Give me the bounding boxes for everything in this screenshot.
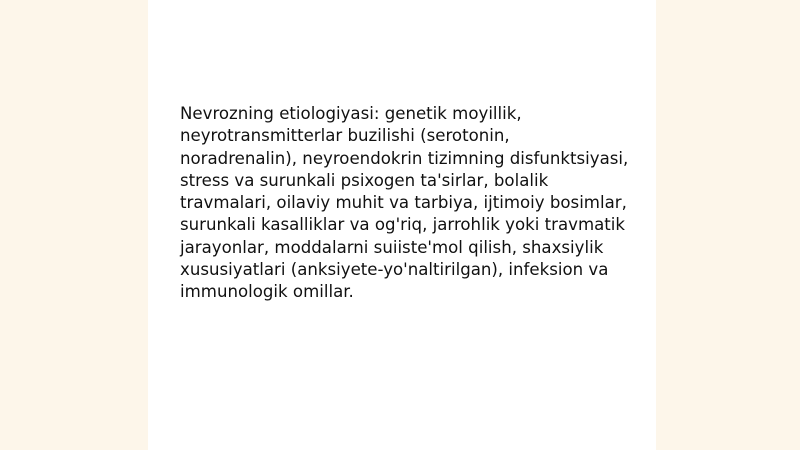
document-page [148, 0, 656, 450]
body-paragraph: Nevrozning etiologiyasi: genetik moyillik, neyrotransmitterlar buzilishi (serotonin, noradrenalin), neyroendokrin tizimning disfunktsiyasi, stress va surunkali psixogen ta'sirlar, bolalik travmalari, oilaviy muhit va tarbiya, ijtimoiy bosimlar, surunkali kasalliklar va og'riq, jarrohlik yoki travmatik jarayonlar, moddalarni suiiste'mol qilish, shaxsiylik xususiyatlari (anksiyete-yo'naltirilgan), infeksion va immunologik omillar. [180, 104, 629, 302]
